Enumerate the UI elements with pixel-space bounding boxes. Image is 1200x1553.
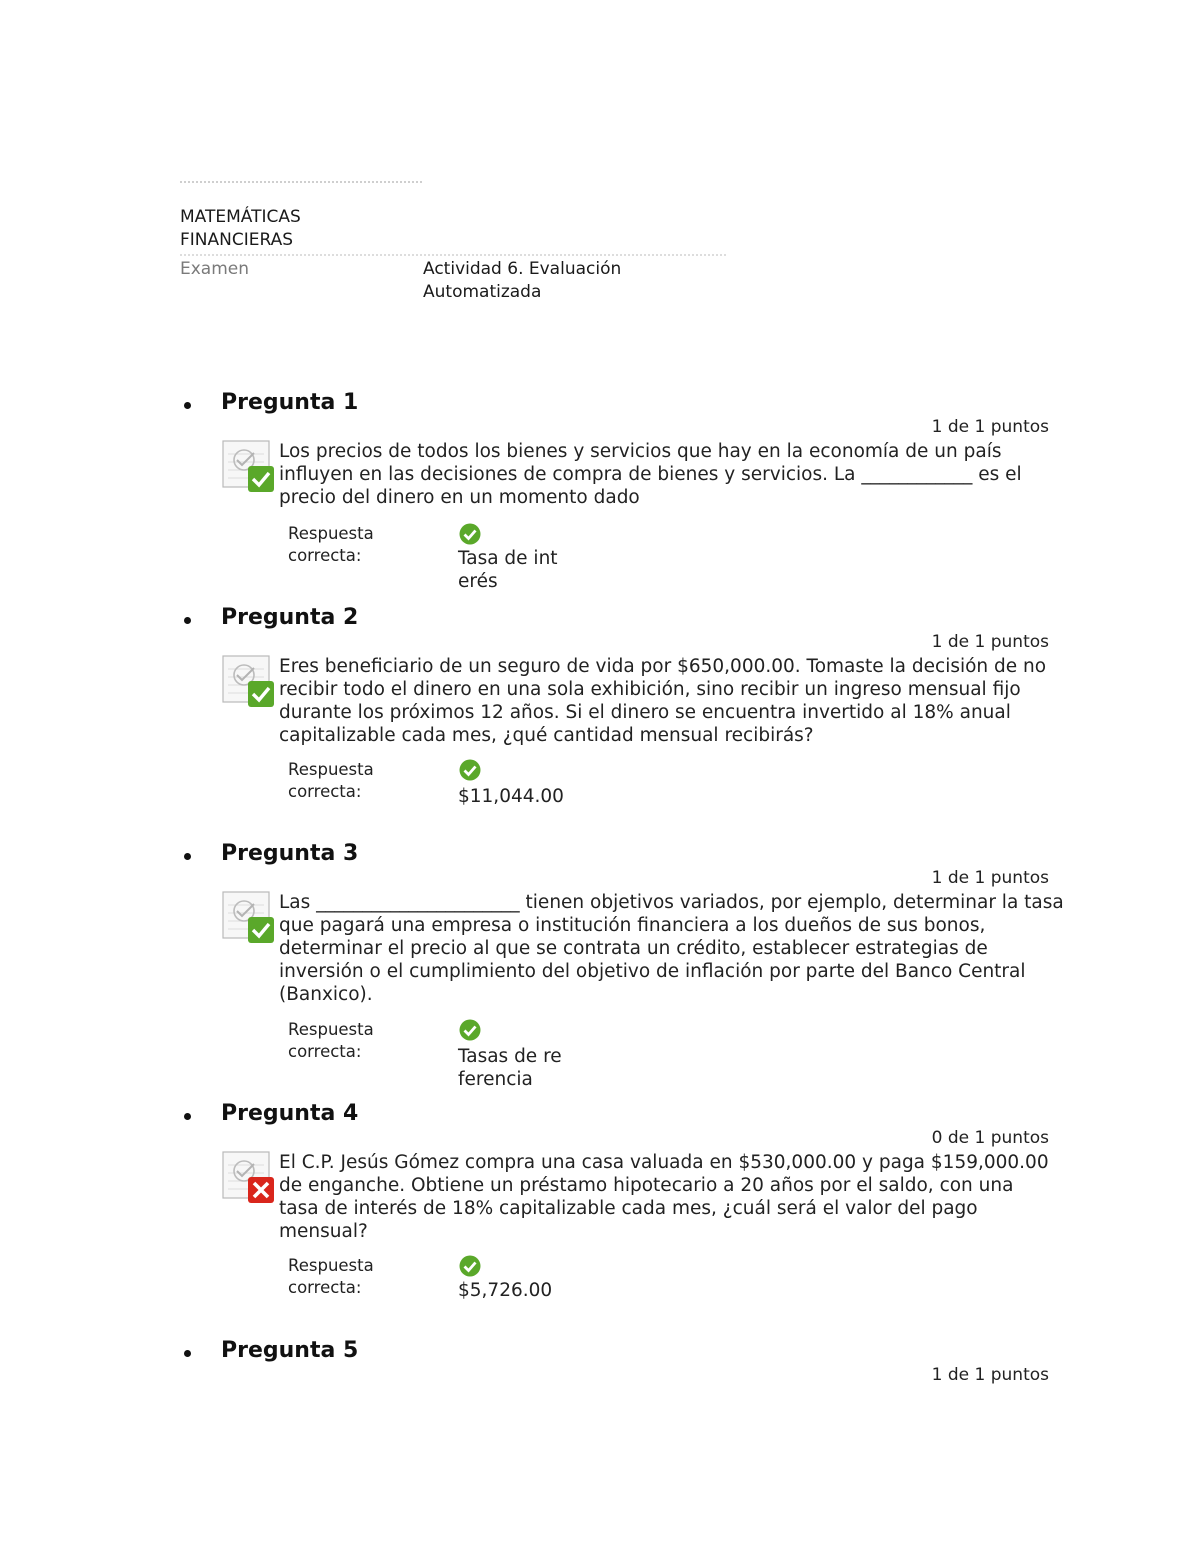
- correct-answer: Tasas de referencia: [458, 1046, 562, 1090]
- correct-answer: Tasa de interés: [458, 548, 558, 592]
- question-title: Pregunta 2: [221, 605, 359, 630]
- course-title: MATEMÁTICAS FINANCIERAS: [180, 207, 301, 250]
- question-text: Eres beneficiario de un seguro de vida por $650,000.00. Tomaste la decisión de no recibir todo el dinero en una sola exhibición, sino recibir un ingreso mensual fijo durante los próximos 12 años. Si el dinero se encuentra invertido al 18% anual capitalizable cada mes, ¿qué cantidad mensual recibirás?: [279, 656, 1047, 746]
- question-title: Pregunta 4: [221, 1101, 359, 1126]
- question-title: Pregunta 1: [221, 390, 359, 415]
- meta-divider: [180, 254, 726, 256]
- bullet: [184, 617, 191, 624]
- answer-label: Respuesta correcta:: [288, 760, 374, 801]
- graded-correct-icon: [222, 655, 278, 709]
- correct-answer: $11,044.00: [458, 786, 564, 807]
- exam-label: Examen: [180, 259, 250, 279]
- correct-answer: $5,726.00: [458, 1280, 553, 1301]
- question-text: Los precios de todos los bienes y servicios que hay en la economía de un país influyen en las decisiones de compra de bienes y servicios. La ____________ es el precio del dinero en un momento dado: [279, 441, 1022, 508]
- answer-label: Respuesta correcta:: [288, 524, 374, 565]
- graded-correct-icon: [222, 891, 278, 945]
- check-circle-icon: [459, 1019, 481, 1041]
- question-points: 0 de 1 puntos: [931, 1128, 1049, 1148]
- question-title: Pregunta 5: [221, 1338, 359, 1363]
- bullet: [184, 402, 191, 409]
- graded-correct-icon: [222, 440, 278, 494]
- bullet: [184, 1350, 191, 1357]
- question-points: 1 de 1 puntos: [931, 417, 1049, 437]
- check-circle-icon: [459, 1255, 481, 1277]
- question-points: 1 de 1 puntos: [931, 1365, 1049, 1385]
- check-circle-icon: [459, 759, 481, 781]
- answer-label: Respuesta correcta:: [288, 1020, 374, 1061]
- question-points: 1 de 1 puntos: [931, 632, 1049, 652]
- answer-label: Respuesta correcta:: [288, 1256, 374, 1297]
- exam-name: Actividad 6. Evaluación Automatizada: [423, 259, 622, 302]
- question-text: El C.P. Jesús Gómez compra una casa valuada en $530,000.00 y paga $159,000.00 de enganche. Obtiene un préstamo hipotecario a 20 años por el saldo, con una tasa de interés de 18% capitalizable cada mes, ¿cuál será el valor del pago mensual?: [279, 1152, 1049, 1242]
- question-title: Pregunta 3: [221, 841, 359, 866]
- top-divider: [180, 181, 422, 183]
- bullet: [184, 1113, 191, 1120]
- graded-incorrect-icon: [222, 1151, 278, 1205]
- question-points: 1 de 1 puntos: [931, 868, 1049, 888]
- bullet: [184, 853, 191, 860]
- question-text: Las ______________________ tienen objetivos variados, por ejemplo, determinar la tasa que pagará una empresa o institución financiera a los dueños de sus bonos, determinar el precio al que se contrata un crédito, establecer estrategias de inversión o el cumplimiento del objetivo de inflación por parte del Banco Central (Banxico).: [279, 892, 1064, 1005]
- check-circle-icon: [459, 523, 481, 545]
